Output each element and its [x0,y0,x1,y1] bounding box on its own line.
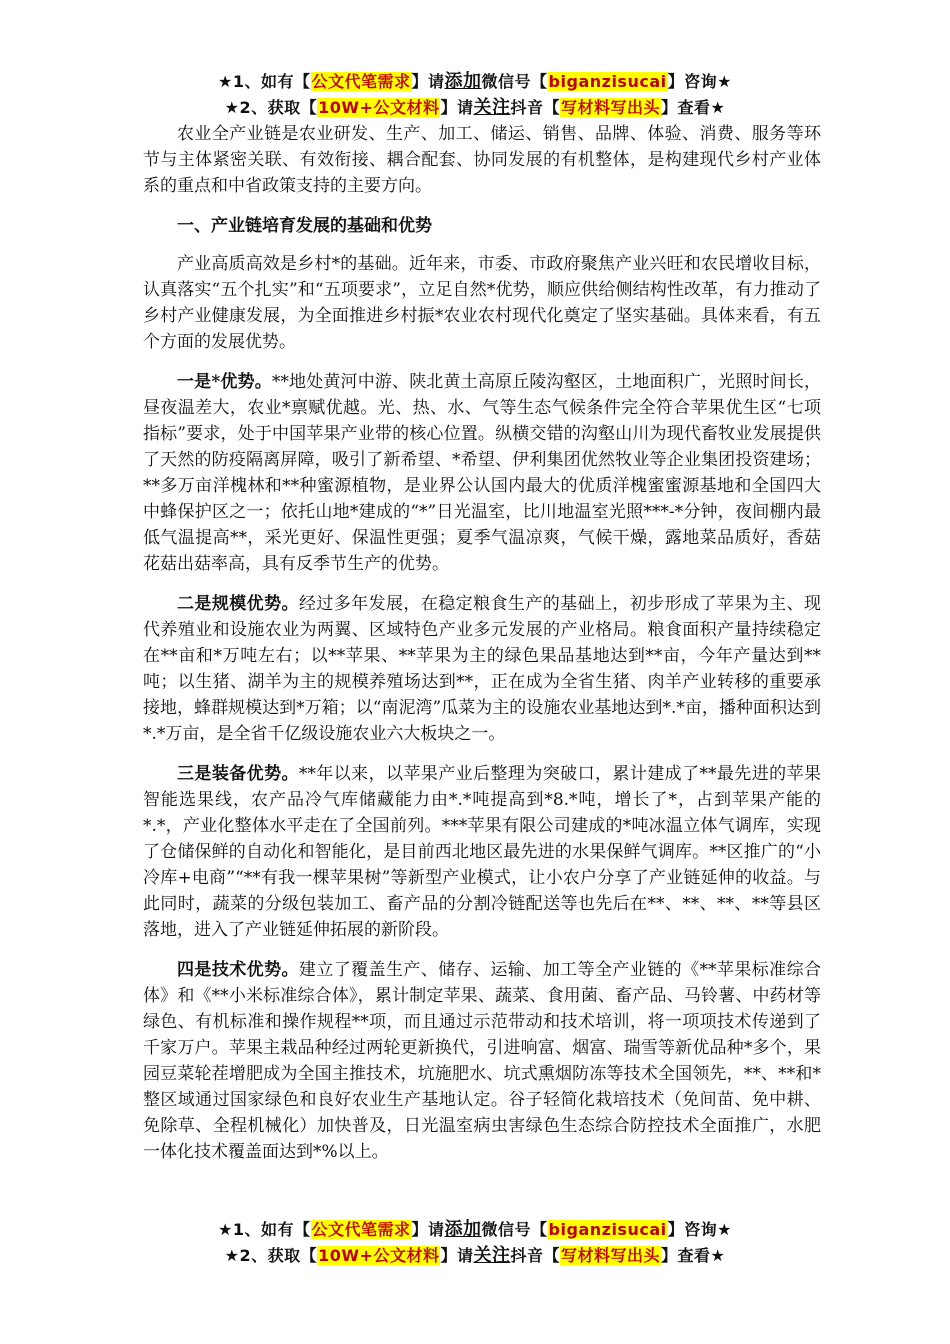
banner-text: 】请 [411,1220,445,1239]
banner-text: 】咨询★ [667,1220,732,1239]
banner-text: ★1、如有【 [218,72,311,91]
banner-text: 】请 [440,98,474,117]
paragraph-text: 建立了覆盖生产、储存、运输、加工等全产业链的《**苹果标准综合体》和《**小米标准综合体》，累计制定苹果、蔬菜、食用菌、畜产品、马铃薯、中药材等绿色、有机标准和操作规程**项，而且通过示范带动和技术培训，将一项项技术传递到了千家万户。苹果主栽品种经过两轮更新换代，引进响富、烟富、瑞雪等新优品种*多个，果园豆菜轮茬增肥成为全国主推技术，坑施肥水、坑式熏烟防冻等技术全国领先，**、**和*整区域通过国家绿色和良好农业生产基地认定。谷子轻简化栽培技术（免间苗、免中耕、免除草、全程机械化）加快普及，日光温室病虫害绿色生态综合防控技术全面推广，水肥一体化技术覆盖面达到*%以上。 [143,960,822,1162]
banner-text: 】咨询★ [667,72,732,91]
paragraph-lead: 四是技术优势。 [177,960,299,980]
top-banner-line-2 [0,95,950,121]
paragraph-lead: 一是*优势。 [177,372,272,392]
bottom-banner-line-2 [0,1243,950,1269]
banner-text: 】请 [411,72,445,91]
banner-text: ★2、获取【 [224,98,318,117]
banner-text: 抖音【 [510,98,560,117]
banner-text: ★1、如有【 [218,1220,311,1239]
paragraph-text: **地处黄河中游、陕北黄土高原丘陵沟壑区，土地面积广，光照时间长，昼夜温差大，农业*禀赋优越。光、热、水、气等生态气候条件完全符合苹果优生区“七项指标”要求，处于中国苹果产业带的核心位置。纵横交错的沟壑山川为现代畜牧业发展提供了天然的防疫隔离屏障，吸引了新希望、*希望、伊利集团优然牧业等企业集团投资建场；**多万亩洋槐林和**种蜜源植物，是业界公认国内最大的优质洋槐蜜蜜源基地和全国四大中蜂保护区之一；依托山地*建成的“*”日光温室，比川地温室光照***-*分钟，夜间棚内最低气温提高**，采光更好、保温性更强；夏季气温凉爽，气候干燥，露地菜品质好，香菇花菇出菇率高，具有反季节生产的优势。 [143,372,822,574]
banner-wechat-id: biganzisucai [548,72,667,91]
paragraph-scale-advantage [143,591,821,747]
banner-text: 微信号【 [481,72,548,91]
banner-highlight: 10W+公文材料 [318,1246,440,1265]
banner-underlined: 关注 [473,1245,511,1266]
banner-underlined: 关注 [473,97,511,118]
paragraph-lead: 二是规模优势。 [177,594,299,614]
paragraph-overview: 产业高质高效是乡村*的基础。近年来，市委、市政府聚焦产业兴旺和农民增收目标，认真落实“五个扎实”和“五项要求”，立足自然*优势，顺应供给侧结构性改革，有力推动了乡村产业健康发展，为全面推进乡村振*农业农村现代化奠定了坚实基础。具体来看，有五个方面的发展优势。 [143,254,821,352]
banner-douyin-id: 写材料写出头 [560,98,660,117]
banner-text: ★2、获取【 [224,1246,318,1265]
banner-underlined: 添加 [444,1219,482,1240]
paragraph-text: 经过多年发展，在稳定粮食生产的基础上，初步形成了苹果为主、现代养殖业和设施农业为两翼、区域特色产业多元发展的产业格局。粮食面积产量持续稳定在**亩和*万吨左右；以**苹果、**苹果为主的绿色果品基地达到**亩，今年产量达到**吨；以生猪、湖羊为主的规模养殖场达到**，正在成为全省生猪、肉羊产业转移的重要承接地，蜂群规模达到*万箱；以“南泥湾”瓜菜为主的设施农业基地达到*.*亩，播种面积达到*.*万亩，是全省千亿级设施农业六大板块之一。 [143,594,822,744]
document-body [143,121,821,1179]
paragraph-resource-advantage [143,369,821,577]
bottom-banner-line-1 [0,1217,950,1243]
banner-text: 】请 [440,1246,474,1265]
banner-text: 微信号【 [481,1220,548,1239]
banner-wechat-id: biganzisucai [548,1220,667,1239]
banner-douyin-id: 写材料写出头 [560,1246,660,1265]
paragraph-technology-advantage [143,957,821,1165]
paragraph-lead: 三是装备优势。 [177,764,299,784]
banner-highlight: 10W+公文材料 [318,98,440,117]
banner-text: 抖音【 [510,1246,560,1265]
top-banner-line-1 [0,69,950,95]
section-heading: 一、产业链培育发展的基础和优势 [177,216,432,236]
banner-highlight: 公文代笔需求 [311,1220,411,1239]
banner-text: 】查看★ [661,98,726,117]
banner-text: 】查看★ [661,1246,726,1265]
banner-highlight: 公文代笔需求 [311,72,411,91]
intro-paragraph: 农业全产业链是农业研发、生产、加工、储运、销售、品牌、体验、消费、服务等环节与主体紧密关联、有效衔接、耦合配套、协同发展的有机整体，是构建现代乡村产业体系的重点和中省政策支持的主要方向。 [143,124,821,196]
paragraph-text: **年以来，以苹果产业后整理为突破口，累计建成了**最先进的苹果智能选果线，农产品冷气库储藏能力由*.*吨提高到*8.*吨，增长了*，占到苹果产能的*.*，产业化整体水平走在了全国前列。***苹果有限公司建成的*吨冰温立体气调库，实现了仓储保鲜的自动化和智能化，是目前西北地区最先进的水果保鲜气调库。**区推广的“小冷库+电商”“**有我一棵苹果树”等新型产业模式，让小农户分享了产业链延伸的收益。与此同时，蔬菜的分级包装加工、畜产品的分割冷链配送等也先后在**、**、**、**等县区落地，进入了产业链延伸拓展的新阶段。 [143,764,822,940]
paragraph-equipment-advantage [143,761,821,943]
banner-underlined: 添加 [444,71,482,92]
